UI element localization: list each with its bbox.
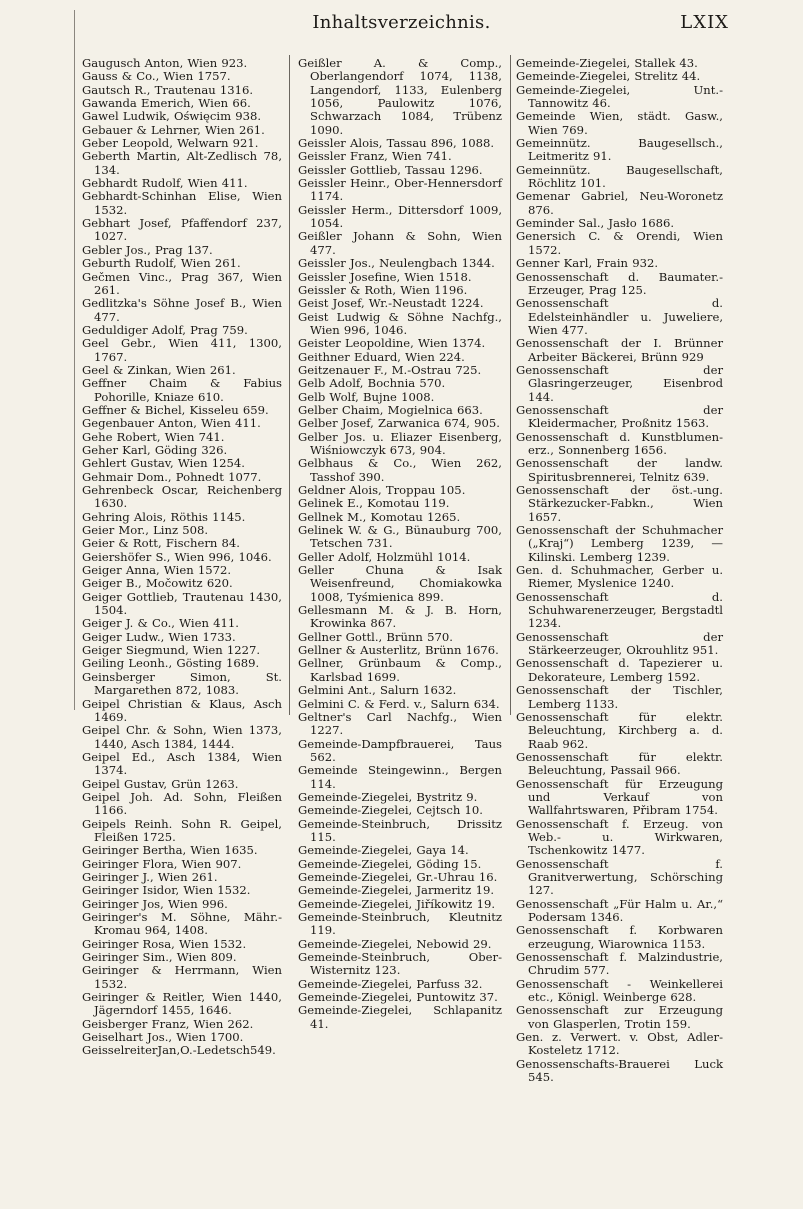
index-entry: Genossenschaft der Kleidermacher, Proßnitz 1563. (516, 402, 723, 431)
index-entry: Gemeinde-Ziegelei, Cejtsch 10. (298, 803, 483, 818)
index-entry: Gaugusch Anton, Wien 923. (82, 56, 248, 70)
index-entry: Gemeinde-Ziegelei, Strelitz 44. (516, 69, 701, 84)
index-entry: Gemeinde-Ziegelei, Jiříkowitz 19. (298, 896, 496, 911)
index-entry: Geiger B., Močowitz 620. (82, 576, 233, 591)
index-entry: Geiger Ludw., Wien 1733. (82, 629, 236, 644)
index-entry: Gemeinde-Dampfbrauerei, Taus 562. (298, 736, 502, 764)
index-entry: Geipels Reinh. Sohn R. Geipel, Fleißen 1725. (82, 816, 282, 844)
index-entry: Gen. d. Schuhmacher, Gerber u. Riemer, Myslenice 1240. (516, 563, 723, 591)
index-entry: Geissler Gottlieb, Tassau 1296. (298, 162, 483, 177)
index-entry: Geipel Chr. & Sohn, Wien 1373, 1440, Asch 1384, 1444. (82, 723, 282, 751)
index-entry: Geltner's Carl Nachfg., Wien 1227. (298, 709, 502, 738)
index-entry: Gemeinde-Ziegelei, Schlapanitz 41. (298, 1003, 502, 1031)
index-entry: Geiling Leonh., Gösting 1689. (82, 656, 260, 671)
index-entry: Geiringer Isidor, Wien 1532. (82, 883, 251, 898)
index-entry: Gen. z. Verwert. v. Obst, Adler-Kosteletz 1712. (516, 1030, 723, 1058)
index-entry: Geffner Chaim & Fabius Pohorille, Kniaze 610. (82, 376, 282, 404)
index-entry: Geißler Johann & Sohn, Wien 477. (298, 229, 502, 257)
index-entry: Gelb Adolf, Bochnia 570. (298, 376, 446, 391)
index-entry: Genossenschaft der Glasringerzeuger, Eisenbrod 144. (516, 362, 723, 404)
index-entry: Genossenschaft der I. Brünner Arbeiter Bäckerei, Brünn 929 (516, 336, 723, 364)
index-entry: Gelbhaus & Co., Wien 262, Tasshof 390. (298, 456, 502, 484)
index-entry: Geiger J. & Co., Wien 411. (82, 616, 239, 631)
index-entry: Geissler Jos., Neulengbach 1344. (298, 256, 495, 271)
index-entry: Geipel Gustav, Grün 1263. (82, 776, 239, 791)
index-entry: Gelmini Ant., Salurn 1632. (298, 683, 457, 698)
index-entry: Genossenschaft f. Erzeug. von Web.- u. Wirkwaren, Tschenkowitz 1477. (516, 816, 723, 858)
index-entry: Gebhardt-Schinhan Elise, Wien 1532. (82, 189, 282, 217)
index-entry: Genossenschaft - Weinkellerei etc., Königl. Weinberge 628. (516, 976, 723, 1005)
left-margin-line (74, 10, 75, 710)
index-entry: Geiger Anna, Wien 1572. (82, 563, 232, 578)
index-entry: Genossenschaft d. Baumater.-Erzeuger, Prag 125. (516, 269, 723, 297)
index-entry: Genossenschaft f. Korbwaren erzeugung, Wiarownica 1153. (516, 923, 723, 951)
index-entry: Geiringer Bertha, Wien 1635. (82, 843, 258, 858)
index-entry: Gemeinde Wien, städt. Gasw., Wien 769. (516, 109, 723, 137)
index-entry: Gelmini C. & Ferd. v., Salurn 634. (298, 696, 500, 711)
index-entry: Gelber Jos. u. Eliazer Eisenberg, Wiśniowczyk 673, 904. (298, 429, 502, 457)
index-entry: Gemeinde Steingewinn., Bergen 114. (298, 763, 502, 791)
index-entry: Gebhart Josef, Pfaffendorf 237, 1027. (82, 216, 282, 244)
index-entry: Gemeinde-Ziegelei, Gr.-Uhrau 16. (298, 869, 498, 884)
index-entry: GeisselreiterJan,O.-Ledetsch549. (82, 1043, 276, 1058)
page-number: LXIX (680, 12, 729, 33)
index-entry: Geißler A. & Comp., Oberlangendorf 1074, 1138, Langendorf, 1133, Eulenberg 1056, Paulowitz 1076, Schwarzach 1084, Trübenz 1090. (298, 56, 502, 137)
page-header (0, 6, 803, 40)
index-entry: Genossenschaft der Stärkeerzeuger, Okrouhlitz 951. (516, 629, 723, 658)
index-entry: Gemeinde-Steinbruch, Ober-Wisternitz 123. (298, 950, 502, 978)
index-entry: Geissler Herm., Dittersdorf 1009, 1054. (298, 202, 502, 231)
index-entry: Genossenschafts-Brauerei Luck 545. (516, 1056, 723, 1085)
index-entry: Geller Adolf, Holzmühl 1014. (298, 549, 471, 564)
index-entry: Gebauer & Lehrner, Wien 261. (82, 122, 265, 137)
index-entry: Geber Leopold, Welwarn 921. (82, 136, 259, 151)
index-entry: Genossenschaft zur Erzeugung von Glasperlen, Trotin 159. (516, 1003, 723, 1031)
index-entry: Genossenschaft d. Tapezierer u. Dekorateure, Lemberg 1592. (516, 656, 723, 684)
index-entry: Gawanda Emerich, Wien 66. (82, 96, 251, 111)
index-entry: Gellner & Austerlitz, Brünn 1676. (298, 643, 499, 658)
index-entry: Genossenschaft d. Schuhwarenerzeuger, Bergstadtl 1234. (516, 589, 723, 631)
index-entry: Geiger Gottlieb, Trautenau 1430, 1504. (82, 589, 282, 618)
index-entry: Gemeinnütz. Baugesellschaft, Röchlitz 101. (516, 162, 723, 191)
index-entry: Gellnek M., Komotau 1265. (298, 509, 461, 524)
index-entry: Genossenschaft für elektr. Beleuchtung, Kirchberg a. d. Raab 962. (516, 709, 723, 751)
index-entry: Gemeinde-Steinbruch, Drissitz 115. (298, 816, 502, 844)
index-entry: Genossenschaft d. Kunstblumen-erz., Sonnenberg 1656. (516, 429, 723, 457)
index-entry: Geier Mor., Linz 508. (82, 523, 209, 538)
index-entry: Gebler Jos., Prag 137. (82, 242, 213, 257)
index-entry: Geitzenauer F., M.-Ostrau 725. (298, 362, 482, 377)
index-entry: Geiringer J., Wien 261. (82, 869, 218, 884)
index-entry: Gelber Josef, Zarwanica 674, 905. (298, 416, 500, 431)
index-entry: Geiselhart Jos., Wien 1700. (82, 1030, 244, 1045)
index-entry: Gemeinde-Ziegelei, Unt.-Tannowitz 46. (516, 82, 723, 111)
index-entry: Genossenschaft f. Granitverwertung, Schörsching 127. (516, 856, 723, 898)
index-entry: Geiringer's M. Söhne, Mähr.-Kromau 964, 1408. (82, 910, 282, 938)
index-entry: Genossenschaft „Für Halm u. Ar.,“ Podersam 1346. (516, 896, 723, 924)
index-entry: Genossenschaft der Schuhmacher („Kraj“) Lemberg 1239, — Kilinski. Lemberg 1239. (516, 523, 723, 564)
column-divider-1 (289, 55, 290, 715)
index-entry: Gedlitzka's Söhne Josef B., Wien 477. (82, 296, 282, 324)
index-entry: Gehe Robert, Wien 741. (82, 429, 225, 444)
index-entry: Gečmen Vinc., Prag 367, Wien 261. (82, 269, 282, 297)
index-column-2 (298, 57, 502, 1031)
index-entry: Geduldiger Adolf, Prag 759. (82, 322, 248, 337)
index-entry: Gemeinde-Ziegelei, Gaya 14. (298, 843, 469, 858)
index-entry: Geberth Martin, Alt-Zedlisch 78, 134. (82, 149, 282, 177)
index-entry: Gemeinde-Steinbruch, Kleutnitz 119. (298, 910, 502, 938)
index-entry: Gehlert Gustav, Wien 1254. (82, 456, 245, 471)
index-entry: Gawel Ludwik, Oświęcim 938. (82, 109, 262, 124)
index-entry: Genossenschaft für elektr. Beleuchtung, Passail 966. (516, 749, 723, 778)
index-entry: Gelinek W. & G., Bünauburg 700, Tetschen 731. (298, 523, 502, 551)
index-entry: Geldner Alois, Troppau 105. (298, 483, 466, 497)
index-entry: Geiringer Sim., Wien 809. (82, 950, 237, 965)
index-entry: Gemeinde-Ziegelei, Nebowid 29. (298, 936, 492, 951)
index-entry: Geist Josef, Wr.-Neustadt 1224. (298, 296, 484, 311)
index-entry: Gemenar Gabriel, Neu-Woronetz 876. (516, 189, 723, 217)
index-entry: Geithner Eduard, Wien 224. (298, 349, 465, 364)
index-entry: Geiringer & Herrmann, Wien 1532. (82, 963, 282, 991)
index-entry: Genossenschaft der landw. Spiritusbrennerei, Telnitz 639. (516, 456, 723, 484)
index-entry: Gellner Gottl., Brünn 570. (298, 629, 453, 644)
index-entry: Geffner & Bichel, Kisseleu 659. (82, 402, 269, 417)
index-entry: Gehring Alois, Röthis 1145. (82, 509, 246, 524)
index-column-1 (82, 57, 282, 1058)
index-entry: Gehmair Dom., Pohnedt 1077. (82, 469, 262, 484)
index-entry: Geissler Josefine, Wien 1518. (298, 269, 472, 284)
index-entry: Geipel Christian & Klaus, Asch 1469. (82, 696, 282, 724)
index-entry: Geister Leopoldine, Wien 1374. (298, 336, 486, 351)
index-entry: Geller Chuna & Isak Weisenfreund, Chomiakowka 1008, Tyśmienica 899. (298, 563, 502, 604)
index-entry: Geel & Zinkan, Wien 261. (82, 362, 236, 377)
index-entry: Geissler Franz, Wien 741. (298, 149, 452, 164)
index-entry: Gauss & Co., Wien 1757. (82, 69, 231, 84)
index-entry: Geinsberger Simon, St. Margarethen 872, 1083. (82, 669, 282, 698)
index-entry: Geminder Sal., Jasło 1686. (516, 216, 675, 231)
index-entry: Geiringer Rosa, Wien 1532. (82, 936, 247, 951)
index-entry: Genossenschaft der Tischler, Lemberg 1133. (516, 683, 723, 711)
index-entry: Gemeinde-Ziegelei, Göding 15. (298, 856, 482, 871)
index-entry: Geisberger Franz, Wien 262. (82, 1016, 254, 1031)
index-entry: Geist Ludwig & Söhne Nachfg., Wien 996, 1046. (298, 309, 502, 337)
index-entry: Gebhardt Rudolf, Wien 411. (82, 176, 248, 191)
page-title: Inhaltsverzeichnis. (312, 12, 491, 33)
index-entry: Geiringer & Reitler, Wien 1440, Jägerndorf 1455, 1646. (82, 990, 282, 1018)
index-entry: Gemeinde-Ziegelei, Bystritz 9. (298, 789, 478, 804)
index-entry: Gemeinde-Ziegelei, Puntowitz 37. (298, 990, 498, 1005)
index-entry: Genossenschaft der öst.-ung. Stärkezucker-Fabkn., Wien 1657. (516, 483, 723, 524)
index-entry: Gemeinde-Ziegelei, Stallek 43. (516, 56, 698, 70)
index-entry: Gemeinde-Ziegelei, Parfuss 32. (298, 976, 483, 991)
index-entry: Gemeinnütz. Baugesellsch., Leitmeritz 91. (516, 136, 723, 164)
index-entry: Geher Karl, Göding 326. (82, 442, 228, 457)
index-entry: Geiringer Flora, Wien 907. (82, 856, 242, 871)
index-column-3 (516, 57, 723, 1084)
index-entry: Gautsch R., Trautenau 1316. (82, 82, 254, 97)
index-entry: Gelb Wolf, Bujne 1008. (298, 389, 435, 404)
index-entry: Genner Karl, Frain 932. (516, 256, 659, 271)
index-entry: Geissler Alois, Tassau 896, 1088. (298, 136, 495, 151)
index-entry: Geiershöfer S., Wien 996, 1046. (82, 549, 272, 564)
index-entry: Genossenschaft für Erzeugung und Verkauf von Wallfahrtswaren, Přibram 1754. (516, 776, 723, 818)
index-entry: Geipel Joh. Ad. Sohn, Fleißen 1166. (82, 789, 282, 818)
index-entry: Geissler & Roth, Wien 1196. (298, 282, 468, 297)
index-entry: Gemeinde-Ziegelei, Jarmeritz 19. (298, 883, 495, 898)
index-entry: Geburth Rudolf, Wien 261. (82, 256, 241, 271)
index-entry: Geier & Rott, Fischern 84. (82, 536, 240, 551)
index-entry: Gelinek E., Komotau 119. (298, 496, 450, 511)
index-entry: Geissler Heinr., Ober-Hennersdorf 1174. (298, 176, 502, 204)
index-entry: Genossenschaft f. Malzindustrie, Chrudim 577. (516, 950, 723, 978)
index-entry: Gegenbauer Anton, Wien 411. (82, 416, 261, 431)
index-entry: Genossenschaft d. Edelsteinhändler u. Juweliere, Wien 477. (516, 296, 723, 337)
index-entry: Geiger Siegmund, Wien 1227. (82, 643, 261, 658)
index-entry: Geel Gebr., Wien 411, 1300, 1767. (82, 336, 282, 364)
column-divider-2 (510, 55, 511, 715)
index-entry: Geipel Ed., Asch 1384, Wien 1374. (82, 749, 282, 778)
index-entry: Gellner, Grünbaum & Comp., Karlsbad 1699. (298, 656, 502, 684)
index-entry: Gellesmann M. & J. B. Horn, Krowinka 867. (298, 603, 502, 631)
index-entry: Gelber Chaim, Mogielnica 663. (298, 402, 483, 417)
index-entry: Genersich C. & Orendi, Wien 1572. (516, 229, 723, 257)
index-entry: Geiringer Jos, Wien 996. (82, 896, 228, 911)
index-entry: Gehrenbeck Oscar, Reichenberg 1630. (82, 483, 282, 511)
